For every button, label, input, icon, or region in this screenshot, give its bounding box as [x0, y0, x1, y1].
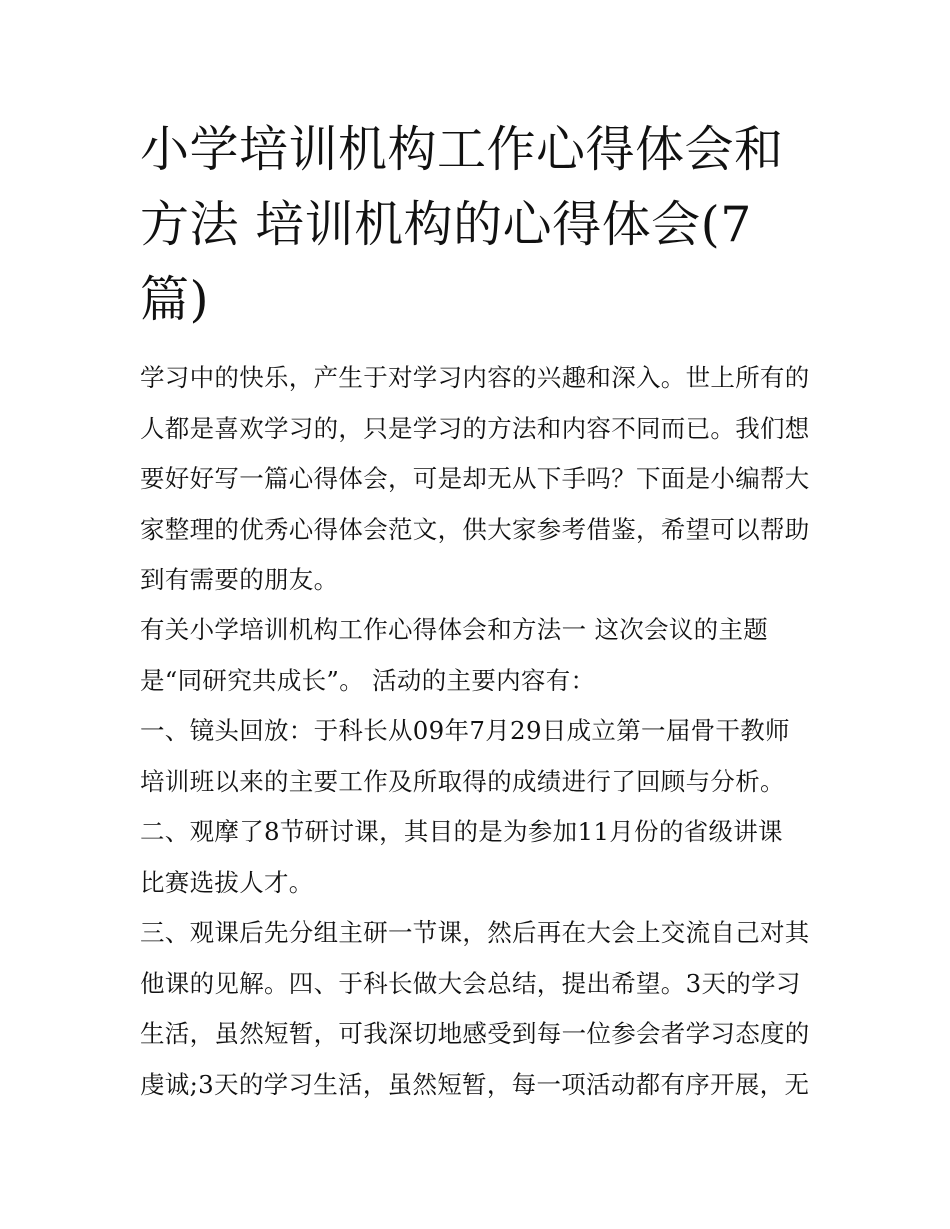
paragraph-intro: 学习中的快乐，产生于对学习内容的兴趣和深入。世上所有的 人都是喜欢学习的，只是学习的方法和内容不同而已。我们想 要好好写一篇心得体会，可是却无从下手吗？下面是小编帮大 家整理的优秀心得体会范文，供大家参考借鉴，希望可以帮助 到有需要的朋友。 [140, 363, 810, 594]
paragraph-item-three: 三、观课后先分组主研一节课，然后再在大会上交流自己对其 他课的见解。四、于科长做大会总结，提出希望。3天的学习 生活，虽然短暂，可我深切地感受到每一位参会者学习态度的 虔诚;3天的学习生活，虽然短暂，每一项活动都有序开展，无 [140, 918, 810, 1099]
paragraph-item-two: 二、观摩了8节研讨课，其目的是为参加11月份的省级讲课 比赛选拔人才。 [140, 817, 783, 897]
paragraph-item-one: 一、镜头回放：于科长从09年7月29日成立第一届骨干教师 培训班以来的主要工作及所取得的成绩进行了回顾与分析。 [140, 716, 790, 796]
document-title: 小学培训机构工作心得体会和 方法 培训机构的心得体会(7 篇) [140, 121, 784, 328]
paragraph-meeting-theme: 有关小学培训机构工作心得体会和方法一 这次会议的主题 是“同研究共成长”。 活动的主要内容有： [140, 615, 769, 695]
